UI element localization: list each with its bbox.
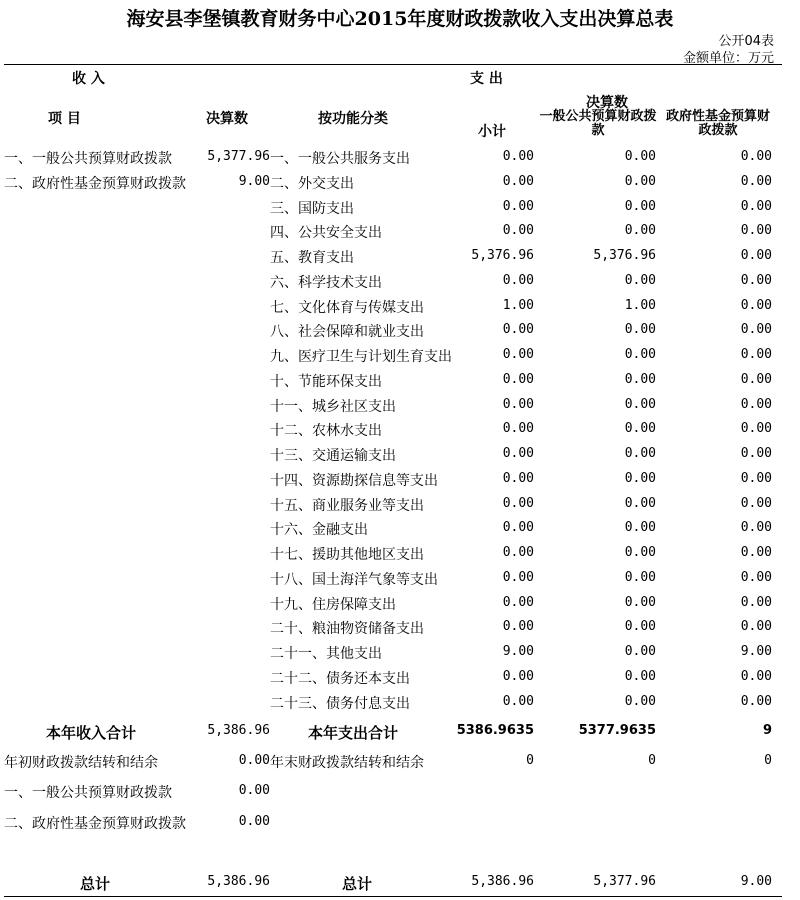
expense-item-general: 5,376.96 (593, 248, 656, 263)
table-row (0, 668, 800, 692)
header-item: 项 目 (48, 111, 81, 127)
table-row (0, 693, 800, 717)
expense-item-label: 二十一、其他支出 (270, 646, 382, 662)
expense-item-label: 五、教育支出 (270, 250, 354, 266)
table-row (0, 643, 800, 667)
carry-end-subtotal: 0 (526, 753, 534, 768)
expense-item-subtotal: 0.00 (502, 371, 534, 387)
expense-item-general: 0.00 (624, 421, 656, 437)
expense-item-subtotal: 0.00 (502, 149, 534, 164)
header-final: 决算数 (586, 95, 628, 111)
expense-item-general: 0.00 (624, 446, 656, 461)
expense-item-general: 0.00 (624, 668, 656, 684)
table-row (0, 297, 800, 321)
header-fund-budget: 政府性基金预算财政拨款 (665, 109, 770, 138)
income-total-value: 5,386.96 (207, 723, 270, 738)
expense-item-fund: 0.00 (740, 594, 772, 610)
expense-item-label: 二十二、债务还本支出 (270, 670, 410, 687)
header-general-budget: 一般公共预算财政拨款 (539, 109, 657, 138)
expense-item-fund: 0.00 (740, 520, 772, 536)
totals-row (0, 722, 800, 746)
expense-item-label: 十、节能环保支出 (270, 373, 382, 390)
expense-item-general: 0.00 (624, 149, 656, 164)
expense-item-fund: 0.00 (740, 569, 772, 585)
expense-item-label: 六、科学技术支出 (270, 274, 382, 291)
table-row (0, 371, 800, 395)
expense-item-subtotal: 0.00 (502, 272, 534, 288)
bottom-rule (4, 896, 782, 897)
expense-total-fund: 9 (762, 723, 772, 738)
expense-item-fund: 0.00 (740, 495, 772, 511)
expense-item-subtotal: 0.00 (502, 470, 534, 486)
expense-item-subtotal: 0.00 (502, 520, 534, 536)
expense-item-general: 0.00 (624, 644, 656, 659)
table-row (0, 321, 800, 345)
expense-total-subtotal: 5386.9635 (456, 723, 534, 738)
table-row (0, 396, 800, 420)
carry-end-general: 0 (648, 753, 656, 768)
income-item-label: 二、政府性基金预算财政拨款 (4, 175, 186, 192)
expense-item-subtotal: 9.00 (502, 644, 534, 659)
header-amount: 决算数 (206, 111, 248, 127)
expense-item-label: 八、社会保障和就业支出 (270, 324, 424, 341)
expense-item-fund: 0.00 (740, 322, 772, 338)
table-row (0, 594, 800, 618)
table-row (0, 544, 800, 568)
expense-item-subtotal: 0.00 (502, 198, 534, 214)
expense-item-fund: 9.00 (740, 644, 772, 659)
expense-item-subtotal: 0.00 (502, 594, 534, 610)
income-item-value: 5,377.96 (207, 149, 270, 164)
expense-item-fund: 0.00 (740, 371, 772, 387)
carry-item-label: 二、政府性基金预算财政拨款 (4, 816, 186, 832)
grand-expense-general: 5,377.96 (593, 874, 656, 889)
expense-item-general: 0.00 (624, 470, 656, 486)
expense-item-label: 十五、商业服务业等支出 (270, 497, 424, 514)
expense-item-label: 七、文化体育与传媒支出 (270, 299, 424, 316)
expense-item-general: 0.00 (624, 396, 656, 412)
expense-item-subtotal: 0.00 (502, 396, 534, 412)
expense-item-general: 0.00 (624, 693, 656, 709)
expense-item-general: 0.00 (624, 520, 656, 536)
expense-item-fund: 0.00 (740, 198, 772, 214)
header-income: 收 入 (72, 71, 105, 87)
expense-item-fund: 0.00 (740, 149, 772, 164)
table-row (0, 470, 800, 494)
expense-item-fund: 0.00 (740, 272, 772, 288)
grand-income-value: 5,386.96 (207, 874, 270, 889)
table-row (0, 445, 800, 469)
grand-expense-subtotal: 5,386.96 (471, 874, 534, 889)
expense-item-label: 十四、资源勘探信息等支出 (270, 472, 438, 489)
amount-unit: 金额单位：万元 (682, 51, 774, 66)
expense-item-label: 十九、住房保障支出 (270, 596, 396, 613)
expense-item-subtotal: 0.00 (502, 347, 534, 362)
expense-item-label: 十二、农林水支出 (270, 423, 382, 440)
table-row (0, 173, 800, 197)
header-subtotal: 小计 (478, 124, 506, 140)
carry-item-row (0, 813, 800, 837)
expense-item-label: 三、国防支出 (270, 200, 354, 217)
expense-item-label: 十七、援助其他地区支出 (270, 547, 424, 563)
expense-item-subtotal: 0.00 (502, 495, 534, 511)
expense-item-label: 十六、金融支出 (270, 522, 368, 539)
expense-item-general: 0.00 (624, 173, 656, 189)
expense-item-label: 十三、交通运输支出 (270, 448, 396, 464)
table-row (0, 222, 800, 246)
expense-item-label: 十八、国土海洋气象等支出 (270, 571, 438, 588)
table-row (0, 198, 800, 222)
expense-item-subtotal: 0.00 (502, 223, 534, 239)
expense-item-subtotal: 0.00 (502, 446, 534, 461)
expense-item-label: 二十三、债务付息支出 (270, 695, 410, 712)
expense-item-subtotal: 0.00 (502, 173, 534, 189)
carry-item-row (0, 782, 800, 806)
expense-item-fund: 0.00 (740, 446, 772, 461)
table-number: 公开04表 (718, 34, 774, 49)
expense-item-fund: 0.00 (740, 619, 772, 635)
expense-total-label: 本年支出合计 (308, 724, 399, 742)
expense-item-fund: 0.00 (740, 347, 772, 362)
table-row (0, 272, 800, 296)
table-row (0, 148, 800, 172)
expense-item-label: 九、医疗卫生与计划生育支出 (270, 349, 452, 365)
expense-total-general: 5377.9635 (578, 723, 656, 738)
carry-row (0, 752, 800, 776)
expense-item-label: 二、外交支出 (270, 175, 354, 192)
expense-item-general: 0.00 (624, 594, 656, 610)
grand-expense-fund: 9.00 (740, 874, 772, 889)
income-item-value: 9.00 (238, 173, 270, 189)
expense-item-subtotal: 0.00 (502, 569, 534, 585)
table-row (0, 519, 800, 543)
expense-item-fund: 0.00 (740, 297, 772, 313)
carry-end-fund: 0 (764, 753, 772, 768)
expense-item-label: 一、一般公共服务支出 (270, 151, 410, 167)
expense-item-general: 0.00 (624, 322, 656, 338)
carry-begin-label: 年初财政拨款结转和结余 (4, 755, 158, 771)
grand-expense-label: 总计 (342, 875, 373, 893)
table-row (0, 420, 800, 444)
expense-item-general: 0.00 (624, 272, 656, 288)
expense-item-general: 0.00 (624, 347, 656, 362)
expense-item-subtotal: 0.00 (502, 322, 534, 338)
income-item-label: 一、一般公共预算财政拨款 (4, 151, 172, 167)
header-expense: 支 出 (470, 71, 503, 87)
expense-item-label: 二十、粮油物资储备支出 (270, 621, 424, 638)
income-total-label: 本年收入合计 (46, 724, 137, 742)
expense-item-general: 0.00 (624, 223, 656, 239)
expense-item-fund: 0.00 (740, 223, 772, 239)
table-row (0, 495, 800, 519)
expense-item-label: 十一、城乡社区支出 (270, 398, 396, 415)
expense-item-general: 1.00 (624, 297, 656, 313)
expense-item-subtotal: 0.00 (502, 693, 534, 709)
table-row (0, 346, 800, 370)
expense-item-general: 0.00 (624, 545, 656, 560)
header-func-class: 按功能分类 (318, 111, 388, 127)
table-row (0, 569, 800, 593)
expense-item-subtotal: 0.00 (502, 421, 534, 437)
top-rule (4, 64, 782, 65)
expense-item-fund: 0.00 (740, 396, 772, 412)
expense-item-fund: 0.00 (740, 693, 772, 709)
expense-item-general: 0.00 (624, 371, 656, 387)
expense-item-general: 0.00 (624, 569, 656, 585)
expense-item-general: 0.00 (624, 198, 656, 214)
grand-income-label: 总计 (80, 875, 111, 893)
expense-item-subtotal: 1.00 (502, 297, 534, 313)
expense-item-fund: 0.00 (740, 248, 772, 263)
expense-item-subtotal: 5,376.96 (471, 248, 534, 263)
expense-item-general: 0.00 (624, 495, 656, 511)
expense-item-fund: 0.00 (740, 421, 772, 437)
expense-item-subtotal: 0.00 (502, 545, 534, 560)
carry-item-label: 一、一般公共预算财政拨款 (4, 785, 172, 801)
expense-item-general: 0.00 (624, 619, 656, 635)
expense-item-fund: 0.00 (740, 545, 772, 560)
table-row (0, 247, 800, 271)
carry-end-label: 年末财政拨款结转和结余 (270, 755, 424, 771)
expense-item-fund: 0.00 (740, 668, 772, 684)
carry-item-value: 0.00 (238, 783, 270, 798)
expense-item-fund: 0.00 (740, 470, 772, 486)
expense-item-subtotal: 0.00 (502, 668, 534, 684)
table-row (0, 618, 800, 642)
carry-begin-value: 0.00 (238, 753, 270, 768)
report-title: 海安县李堡镇教育财务中心2015年度财政拨款收入支出决算总表 (126, 8, 674, 30)
grand-total-row (0, 873, 800, 897)
expense-item-label: 四、公共安全支出 (270, 225, 382, 242)
expense-item-subtotal: 0.00 (502, 619, 534, 635)
expense-item-fund: 0.00 (740, 173, 772, 189)
carry-item-value: 0.00 (238, 814, 270, 829)
